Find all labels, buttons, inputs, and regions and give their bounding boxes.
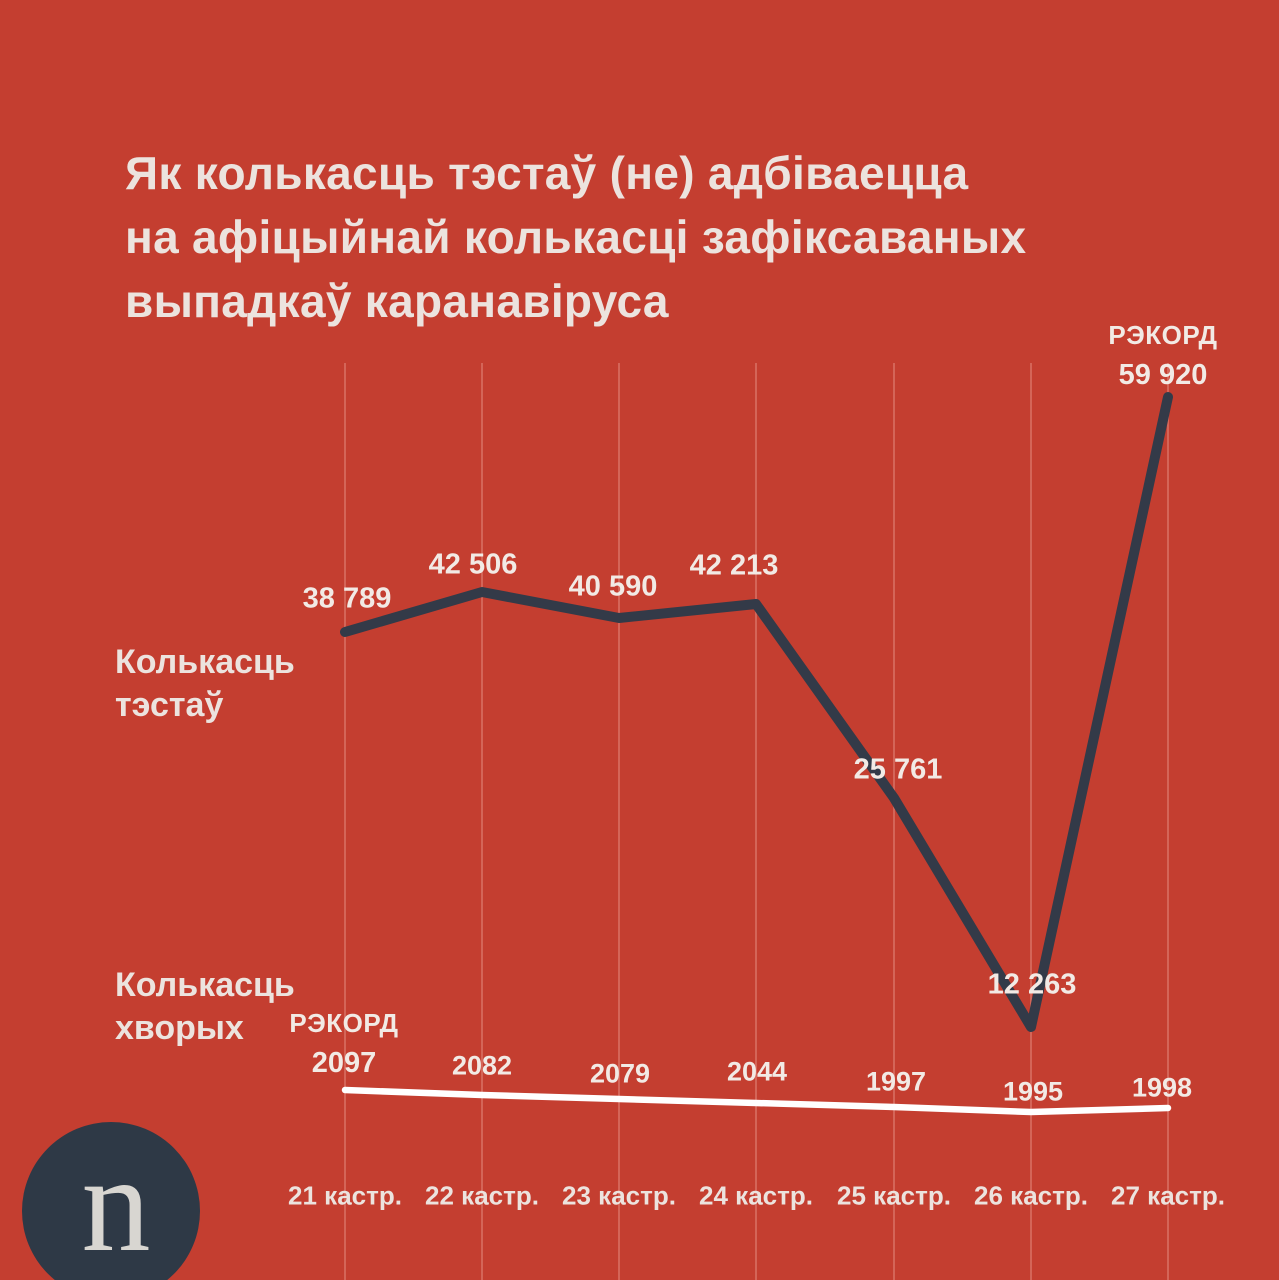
series-label-cases-line1: Колькасць [115, 966, 295, 1004]
chart-title [125, 141, 1026, 333]
x-axis-label-24 кастр.: 24 кастр. [699, 1180, 813, 1211]
x-axis-label-22 кастр.: 22 кастр. [425, 1180, 539, 1211]
tests-value-label-21 кастр.: 38 789 [302, 582, 392, 615]
x-axis-label-26 кастр.: 26 кастр. [974, 1180, 1088, 1211]
x-axis-label-21 кастр.: 21 кастр. [288, 1180, 402, 1211]
series-label-cases-line2: хворых [115, 1009, 244, 1047]
record-cases-value: 2097 [311, 1047, 377, 1079]
cases-value-label-24 кастр.: 2044 [726, 1056, 788, 1087]
tests-value-label-22 кастр.: 42 506 [428, 548, 518, 581]
cases-value-label-27 кастр.: 1998 [1131, 1072, 1193, 1103]
tests-value-label-23 кастр.: 40 590 [568, 570, 658, 603]
series-label-tests-line1: Колькасць [115, 643, 295, 681]
cases-value-label-22 кастр.: 2082 [451, 1050, 513, 1081]
chart-title-line2: на афіцыйнай колькасці зафіксаваных [125, 211, 1027, 263]
publisher-logo-letter: n [81, 1127, 151, 1280]
record-annotation-cases [289, 1008, 398, 1080]
chart-title-line3: выпадкаў каранавіруса [125, 275, 669, 327]
tests-value-label-25 кастр.: 25 761 [853, 753, 943, 786]
x-axis-label-25 кастр.: 25 кастр. [837, 1180, 951, 1211]
chart-title-line1: Як колькасць тэстаў (не) адбіваецца [125, 147, 969, 199]
cases-value-label-25 кастр.: 1997 [865, 1066, 927, 1097]
x-axis-label-27 кастр.: 27 кастр. [1111, 1180, 1225, 1211]
series-label-tests [115, 641, 295, 727]
record-tests-value: 59 920 [1118, 359, 1208, 391]
series-label-tests-line2: тэстаў [115, 686, 224, 724]
series-label-cases [115, 964, 295, 1050]
record-cases-label: РЭКОРД [289, 1008, 399, 1038]
record-tests-label: РЭКОРД [1108, 320, 1218, 350]
cases-value-label-23 кастр.: 2079 [589, 1058, 651, 1089]
tests-value-label-24 кастр.: 42 213 [689, 549, 779, 582]
record-annotation-tests [1108, 320, 1217, 392]
x-axis-label-23 кастр.: 23 кастр. [562, 1180, 676, 1211]
cases-value-label-26 кастр.: 1995 [1002, 1076, 1064, 1107]
tests-value-label-26 кастр.: 12 263 [987, 968, 1077, 1001]
